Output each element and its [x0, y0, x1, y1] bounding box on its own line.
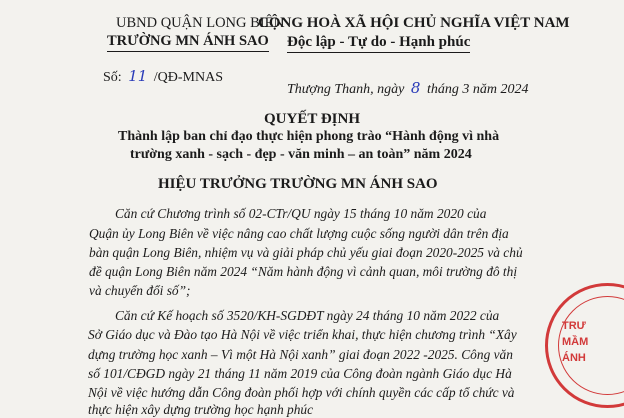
national-motto: Độc lập - Tự do - Hạnh phúc	[287, 34, 470, 53]
paragraph-1-line-2: Quận ủy Long Biên về việc nâng cao chất lượng cuộc sống người dân trên địa	[89, 226, 509, 241]
date-day-handwritten: 8	[410, 79, 421, 97]
paragraph-2-line-6: thực hiện xây dựng trường học hạnh phúc	[88, 402, 314, 417]
decision-subtitle-line-1: Thành lập ban chỉ đạo thực hiện phong trào “Hành động vì nhà	[118, 129, 500, 144]
decision-heading: QUYẾT ĐỊNH	[264, 111, 360, 127]
nation-title: CỘNG HOÀ XÃ HỘI CHỦ NGHĨA VIỆT NAM	[258, 15, 570, 31]
decision-subtitle-line-2: trường xanh - sạch - đẹp - văn minh – an toàn” năm 2024	[130, 147, 472, 162]
paragraph-1-line-4: đề quận Long Biên năm 2024 “Năm hành động vì cảnh quan, môi trường đô thị	[89, 264, 518, 279]
paragraph-2-line-1: Căn cứ Kế hoạch số 3520/KH-SGDĐT ngày 24 tháng 10 năm 2022 của	[115, 308, 500, 323]
seal-text-line-2: MẦM	[562, 336, 589, 348]
seal-text-line-3: ÁNH	[562, 352, 586, 364]
school-seal	[545, 283, 624, 408]
place-date	[287, 79, 528, 98]
date-prefix: Thượng Thanh, ngày	[287, 82, 405, 97]
school-name: TRƯỜNG MN ÁNH SAO	[107, 33, 269, 52]
paragraph-2-line-3: dựng trường học xanh – Vì một Hà Nội xanh” giai đoạn 2022 -2025. Công văn	[88, 347, 513, 362]
paragraph-2-line-5: Nội về việc hướng dẫn Công đoàn phối hợp với chính quyền các cấp tổ chức và	[88, 385, 515, 400]
document-number	[103, 67, 223, 86]
seal-text-line-1: TRƯ	[562, 320, 586, 332]
document-number-prefix: Số:	[103, 70, 122, 85]
paragraph-1-line-5: và chuyển đổi số”;	[89, 283, 191, 298]
paragraph-1-line-3: bàn quận Long Biên, nhiệm vụ và giải pháp chủ yếu giai đoạn 2020-2025 và chủ	[89, 245, 523, 260]
document-number-handwritten: 11	[128, 67, 148, 85]
agency-name: UBND QUẬN LONG BIÊN	[116, 15, 284, 31]
issuer-title: HIỆU TRƯỞNG TRƯỜNG MN ÁNH SAO	[158, 176, 438, 192]
paragraph-2-line-2: Sở Giáo dục và Đào tạo Hà Nội về việc triển khai, thực hiện chương trình “Xây	[88, 327, 517, 342]
paragraph-2-line-4: số 101/CĐGD ngày 21 tháng 11 năm 2019 của Công đoàn ngành Giáo dục Hà	[88, 366, 512, 381]
date-suffix: tháng 3 năm 2024	[426, 82, 529, 97]
paragraph-1-line-1: Căn cứ Chương trình số 02-CTr/QU ngày 15 tháng 10 năm 2020 của	[115, 206, 487, 221]
document-number-suffix: /QĐ-MNAS	[153, 70, 224, 85]
